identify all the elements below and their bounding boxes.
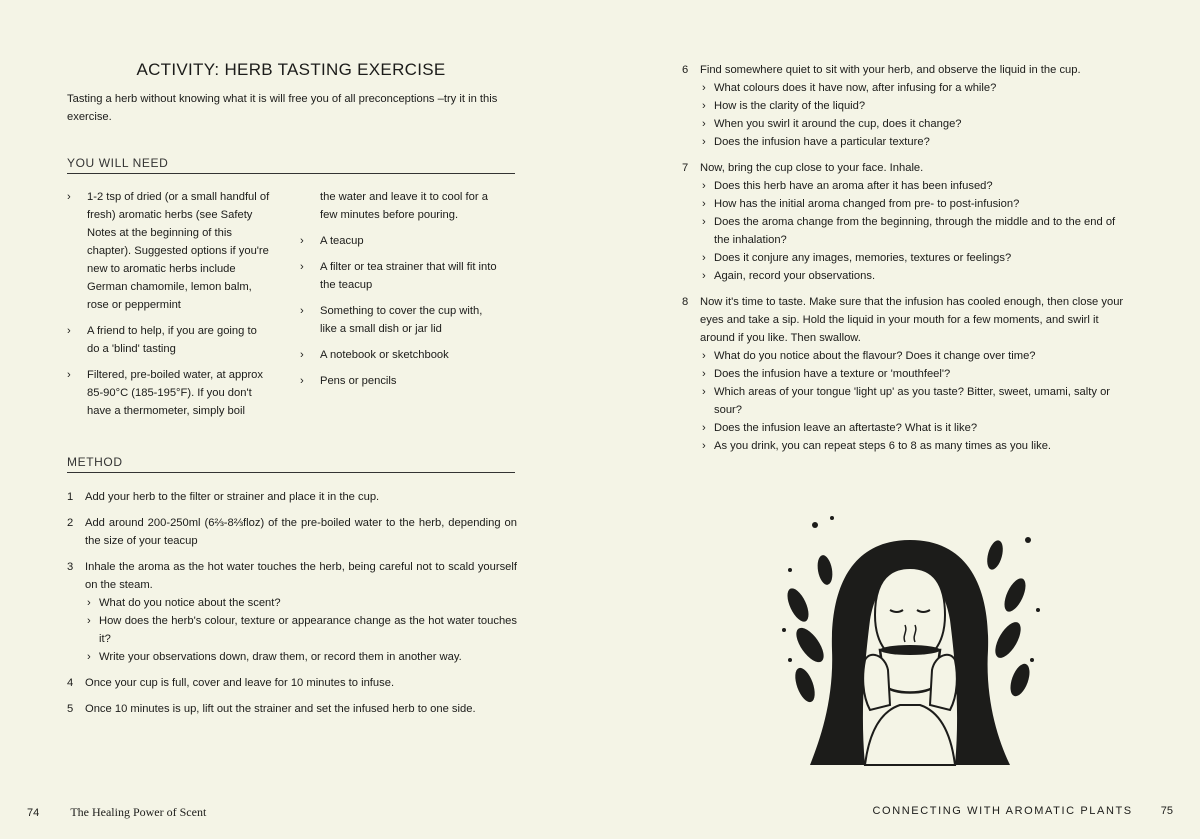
- step-sub-item: › Again, record your observations.: [700, 267, 1132, 285]
- need-item: › Pens or pencils: [300, 372, 500, 390]
- step-sub-item: › As you drink, you can repeat steps 6 to 8 as many times as you like.: [700, 437, 1132, 455]
- step-sub-item: › What do you notice about the scent?: [85, 594, 517, 612]
- step-sub-item: › Does the infusion have a texture or 'mouthfeel'?: [700, 365, 1132, 383]
- method-step: 6 Find somewhere quiet to sit with your herb, and observe the liquid in the cup. › What colours does it have now, after infusing for a while? › How is the clarity of the liquid? › When you swirl it around the cup, does it change? › Does the infusion have a particular texture?: [682, 61, 1132, 151]
- step-sub-item: › Does the infusion leave an aftertaste? What is it like?: [700, 419, 1132, 437]
- step-sub-item: › Write your observations down, draw them, or record them in another way.: [85, 648, 517, 666]
- method-step: 5 Once 10 minutes is up, lift out the strainer and set the infused herb to one side.: [67, 703, 476, 715]
- step-sub-item: › Does it conjure any images, memories, textures or feelings?: [700, 249, 1132, 267]
- left-footer: [27, 805, 206, 820]
- step-sub-item: › What colours does it have now, after infusing for a while?: [700, 79, 1132, 97]
- method-heading: METHOD: [67, 455, 515, 473]
- page-number: 74: [27, 807, 40, 819]
- method-steps: [67, 488, 517, 726]
- step-sub-item: › Does this herb have an aroma after it has been infused?: [700, 177, 1132, 195]
- you-will-need-heading: YOU WILL NEED: [67, 156, 515, 174]
- step-sub-item: › How does the herb's colour, texture or appearance change as the hot water touches it?: [85, 612, 517, 648]
- step-sub-item: › How has the initial aroma changed from pre- to post-infusion?: [700, 195, 1132, 213]
- page-number: 75: [1160, 805, 1173, 817]
- book-title: The Healing Power of Scent: [70, 805, 207, 819]
- need-item-continued: the water and leave it to cool for a few minutes before pouring.: [320, 191, 488, 221]
- step-sub-item: › Does the infusion have a particular texture?: [700, 133, 1132, 151]
- needs-column-1: [67, 188, 272, 428]
- method-steps-continued: [682, 61, 1132, 463]
- step-sub-item: › How is the clarity of the liquid?: [700, 97, 1132, 115]
- step-sub-item: › Does the aroma change from the beginning, through the middle and to the end of the inhalation?: [700, 213, 1132, 249]
- method-step: 3 Inhale the aroma as the hot water touches the herb, being careful not to scald yourself on the steam. › What do you notice about the scent? › How does the herb's colour, texture or appearance change as the hot water touches it? › Write your observations down, draw them, or record them in another way.: [67, 558, 517, 666]
- step-sub-item: › When you swirl it around the cup, does it change?: [700, 115, 1132, 133]
- need-item: › A filter or tea strainer that will fit into the teacup: [300, 258, 500, 294]
- method-step: 4 Once your cup is full, cover and leave for 10 minutes to infuse.: [67, 677, 395, 689]
- need-item: › A notebook or sketchbook: [300, 346, 500, 364]
- need-item: › A friend to help, if you are going to do a 'blind' tasting: [67, 322, 272, 358]
- section-title: CONNECTING WITH AROMATIC PLANTS: [872, 805, 1133, 817]
- need-item: › Something to cover the cup with, like a small dish or jar lid: [300, 302, 500, 338]
- intro-text: Tasting a herb without knowing what it is will free you of all preconceptions –try it in this exercise.: [67, 93, 498, 123]
- right-footer: [873, 805, 1174, 817]
- step-sub-item: › Which areas of your tongue 'light up' as you taste? Bitter, sweet, umami, salty or sour?: [700, 383, 1132, 419]
- method-step: 8 Now it's time to taste. Make sure that the infusion has cooled enough, then close your eyes and take a sip. Hold the liquid in your mouth for a few moments, and swirl it around if you like. Then swallow. › What do you notice about the flavour? Does it change over time? › Does the infusion have a texture or 'mouthfeel'? › Which areas of your tongue 'light up' as you taste? Bitter, sweet, umami, salty or sour? › Does the infusion leave an aftertaste? What is it like? › As you drink, you can repeat steps 6 to 8 as many times as you like.: [682, 293, 1132, 455]
- need-item: › A teacup: [300, 232, 500, 250]
- method-step: 2 Add around 200-250ml (6⅔-8⅔floz) of the pre-boiled water to the herb, depending on the size of your teacup: [67, 517, 517, 547]
- needs-column-2: [300, 188, 500, 398]
- activity-title: ACTIVITY: HERB TASTING EXERCISE: [136, 60, 446, 79]
- need-item: › Filtered, pre-boiled water, at approx 85-90°C (185-195°F). If you don't have a thermometer, simply boil: [67, 366, 272, 420]
- method-step: 7 Now, bring the cup close to your face. Inhale. › Does this herb have an aroma after it has been infused? › How has the initial aroma changed from pre- to post-infusion? › Does the aroma change from the beginning, through the middle and to the end of the inhalation? › Does it conjure any images, memories, textures or feelings? › Again, record your observations.: [682, 159, 1132, 285]
- need-item: › 1-2 tsp of dried (or a small handful of fresh) aromatic herbs (see Safety Notes at the beginning of this chapter). Suggested options if you're new to aromatic herbs include German chamomile, lemon balm, rose or peppermint: [67, 188, 272, 314]
- step-sub-item: › What do you notice about the flavour? Does it change over time?: [700, 347, 1132, 365]
- method-step: 1 Add your herb to the filter or strainer and place it in the cup.: [67, 491, 380, 503]
- woman-drinking-tea-illustration: [770, 510, 1050, 770]
